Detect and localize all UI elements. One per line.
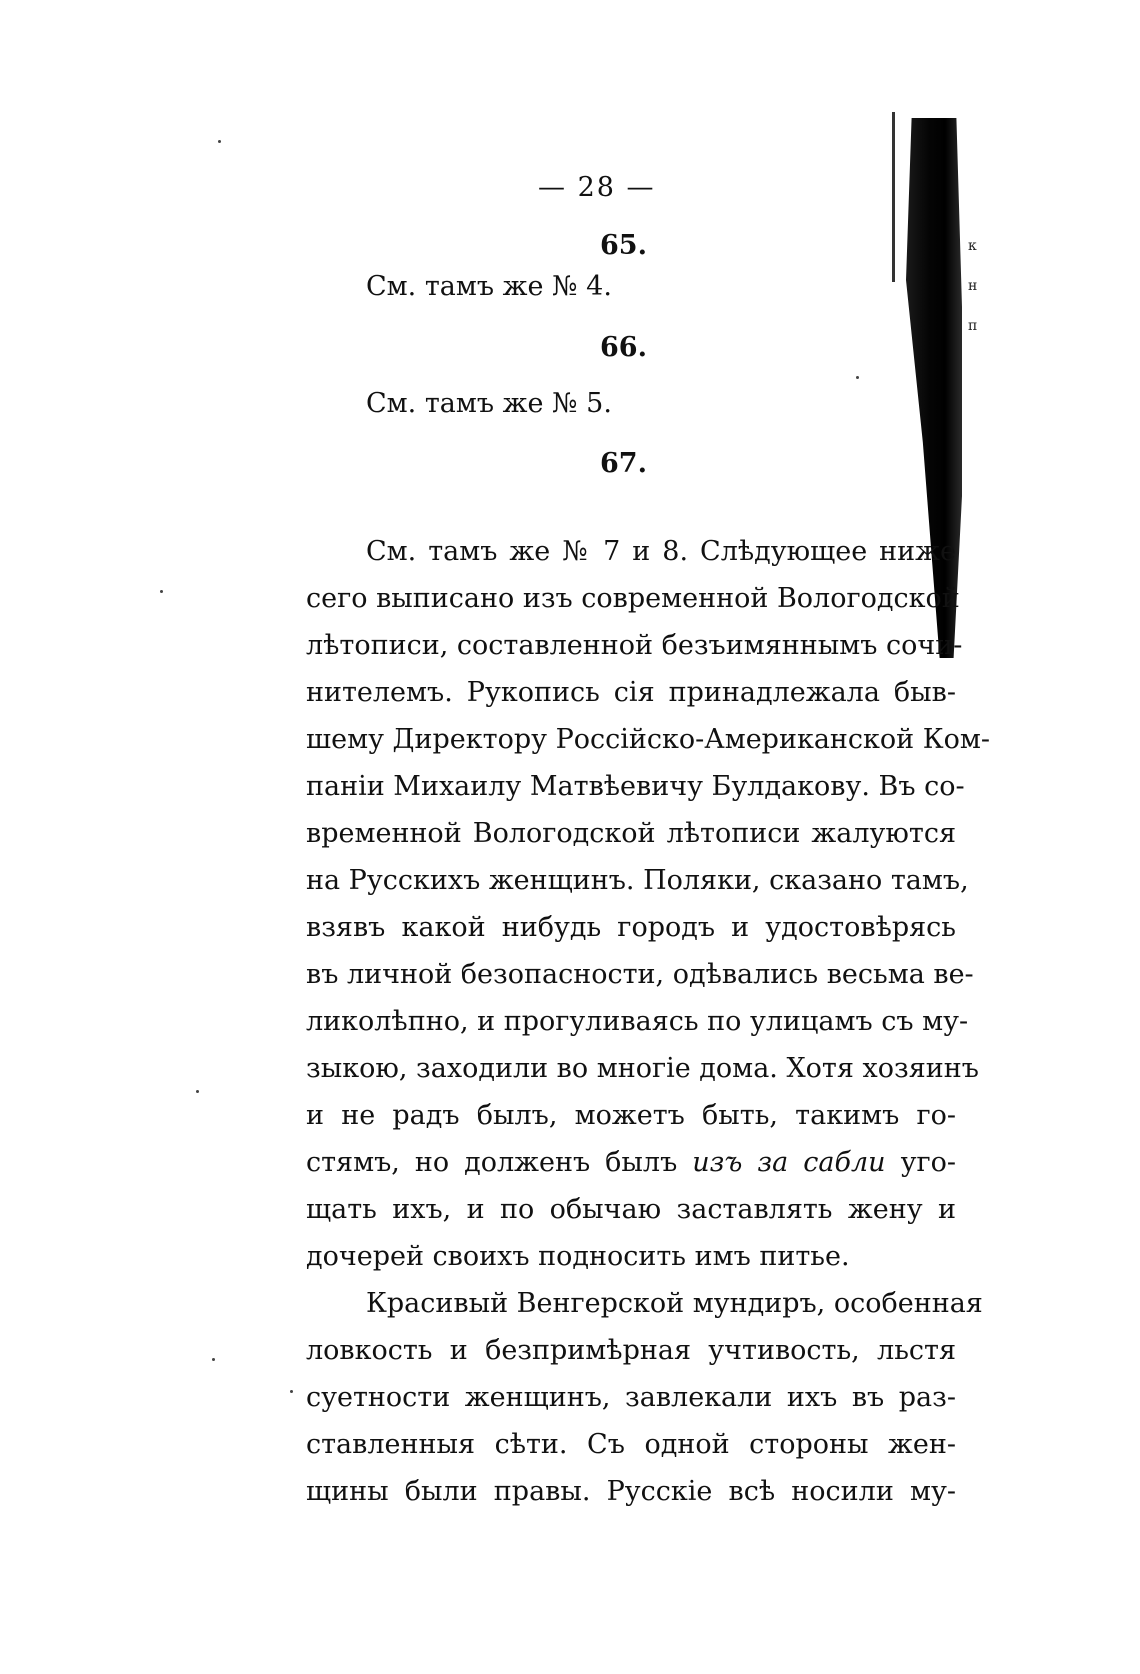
text-line: шему Директору Россійско-Американской Ком- — [306, 724, 991, 755]
text-line: нителемъ. Рукопись сія принадлежала быв- — [306, 677, 956, 708]
text-line: дочерей своихъ подносить имъ питье. — [306, 1241, 850, 1272]
text-line: паніи Михаилу Матвѣевичу Булдакову. Въ со- — [306, 771, 965, 802]
scan-speck — [290, 1390, 293, 1393]
text-fragment: уго- — [900, 1147, 956, 1178]
text-line: ставленныя сѣти. Съ одной стороны жен- — [306, 1429, 956, 1460]
text-fragment: стямъ, но долженъ былъ — [306, 1147, 678, 1178]
scan-speck — [160, 590, 163, 593]
text-line: сего выписано изъ современной Вологодской — [306, 583, 960, 614]
scan-speck — [212, 1358, 215, 1361]
text-line: См. тамъ же № 7 и 8. Слѣдующее ниже — [366, 536, 956, 567]
entry-reference: См. тамъ же № 5. — [366, 388, 612, 419]
text-line: суетности женщинъ, завлекали ихъ въ раз- — [306, 1382, 956, 1413]
main-text — [306, 528, 991, 1515]
scan-speck — [218, 140, 221, 143]
entry-reference: См. тамъ же № 4. — [366, 271, 612, 302]
text-line: на Русскихъ женщинъ. Поляки, сказано тамъ, — [306, 865, 969, 896]
text-line: зыкою, заходили во многіе дома. Хотя хозяинъ — [306, 1053, 979, 1084]
entry-number: 66. — [600, 332, 647, 363]
text-line: ловкость и безпримѣрная учтивость, льстя — [306, 1335, 956, 1366]
text-line: въ личной безопасности, одѣвались весьма ве- — [306, 959, 974, 990]
edge-letter: п — [968, 318, 978, 334]
text-line: щины были правы. Русскіе всѣ носили му- — [306, 1476, 956, 1507]
text-line: щать ихъ, и по обычаю заставлять жену и — [306, 1194, 956, 1225]
text-line: ликолѣпно, и прогуливаясь по улицамъ съ му- — [306, 1006, 969, 1037]
page-number-header: — 28 — — [538, 172, 656, 203]
entry-number: 67. — [600, 448, 647, 479]
text-line: Красивый Венгерской мундиръ, особенная — [366, 1288, 983, 1319]
edge-letter: н — [968, 278, 978, 294]
scan-speck — [856, 376, 859, 379]
text-line: взявъ какой нибудь городъ и удостовѣрясь — [306, 912, 956, 943]
scan-gutter-line — [892, 112, 895, 282]
text-line: и не радъ былъ, можетъ быть, такимъ го- — [306, 1100, 956, 1131]
scan-speck — [196, 1090, 199, 1093]
edge-letter: к — [968, 238, 977, 254]
text-line-with-italic — [306, 1139, 956, 1186]
italic-phrase: изъ за сабли — [692, 1147, 886, 1178]
text-line: лѣтописи, составленной безъимяннымъ сочи- — [306, 630, 963, 661]
entry-number: 65. — [600, 230, 647, 261]
text-line: временной Вологодской лѣтописи жалуются — [306, 818, 956, 849]
